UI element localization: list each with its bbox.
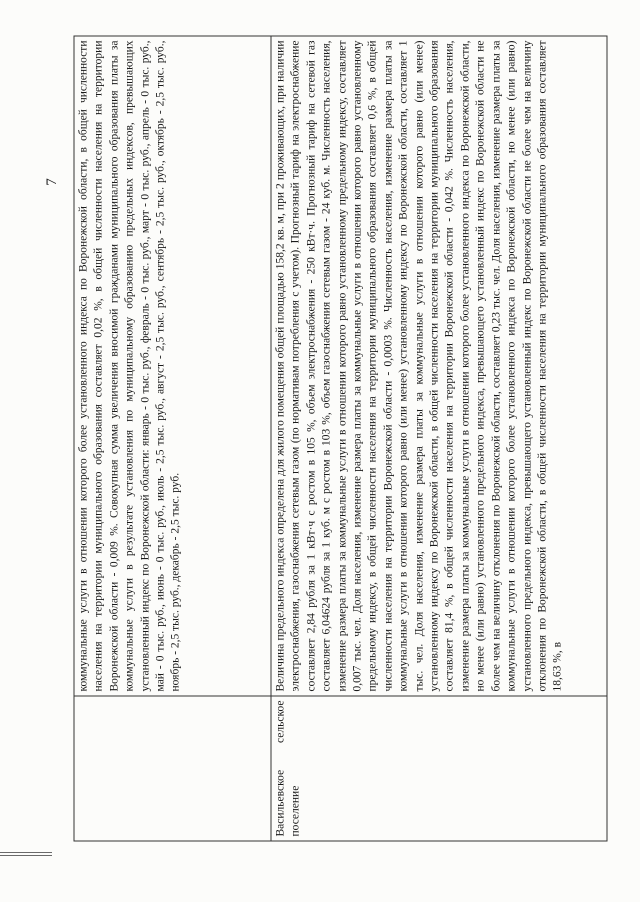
scan-edge-mark <box>0 852 52 853</box>
table-row <box>74 36 271 841</box>
table-row <box>271 36 607 841</box>
scan-edge-mark <box>0 855 52 856</box>
rotated-table-container <box>74 36 607 842</box>
description-text: Величина предельного индекса определена для жилого помещения общей площадью 158,2 кв. м, при 2 проживающих, при наличии электроснабжения, газоснабжения сетевым газом (по нормативам потребления с учетом). Прогнозный тариф на электроснабжение составляет 2,84 рубля за 1 кВт·ч с ростом в 105 %, объем электроснабжения - 250 кВт·ч. Прогнозный тариф на сетевой газ составляет 6,04624 рубля за 1 куб. м с ростом в 103 %, объем газоснабжения сетевым газом - 24 куб. м. Численность населения, изменение размера платы за коммунальные услуги в отношении которого равно установленному предельному индексу, составляет 0,007 тыс. чел. Доля населения, изменение размера платы за коммунальные услуги в отношении которого равно установленному предельному индексу, в общей численности населения на территории муниципального образования составляет 0,6 %, в общей численности населения на территории Воронежской области - 0,0003 %. Численность населения, изменение размера платы за коммунальные услуги в отношении которого равно (или менее) установленному индексу по Воронежской области, составляет 1 тыс. чел. Доля населения, изменение размера платы за коммунальные услуги в отношении которого равно (или менее) установленному индексу по Воронежской области, в общей численности населения на территории муниципального образования составляет 81,4 %, в общей численности населения на территории Воронежской области - 0,042 %. Численность населения, изменение размера платы за коммунальные услуги в отношении которого более установленного индекса по Воронежской области, но менее (или равно) установленного предельного индекса, превышающего установленный индекс по Воронежской области не более чем на величину отклонения по Воронежской области, составляет 0,23 тыс. чел. Доля населения, изменение размера платы за коммунальные услуги в отношении которого более установленного индекса по Воронежской области, но менее (или равно) установленного предельного индекса, превышающего установленный индекс по Воронежской области не более чем на величину отклонения по Воронежской области, в общей численности населения на территории муниципального образования составляет 18,63 %, в <box>274 40 564 692</box>
municipality-name-cell <box>74 696 271 841</box>
data-table <box>74 36 608 842</box>
description-cell <box>271 36 607 696</box>
description-cell <box>74 36 271 696</box>
municipality-name-cell: Васильевское сельское поселение <box>271 696 607 841</box>
page-number: 7 <box>44 178 60 186</box>
description-text: коммунальные услуги в отношении которого более установленного индекса по Воронежской области, в общей численности населения на территории муниципального образования составляет 0,02 %, в общей численности населения на территории Воронежской области - 0,009 %. Совокупная сумма увеличения вносимой гражданами муниципального образования платы за коммунальные услуги в результате установления по муниципальному образованию предельных индексов, превышающих установленный индекс по Воронежской области: январь - 0 тыс. руб., февраль - 0 тыс. руб., март - 0 тыс. руб., апрель - 0 тыс. руб., май - 0 тыс. руб., июнь - 0 тыс. руб., июль - 2,5 тыс. руб., август - 2,5 тыс. руб., сентябрь - 2,5 тыс. руб., октябрь - 2,5 тыс. руб., ноябрь - 2,5 тыс. руб., декабрь - 2,5 тыс. руб. <box>77 40 182 692</box>
